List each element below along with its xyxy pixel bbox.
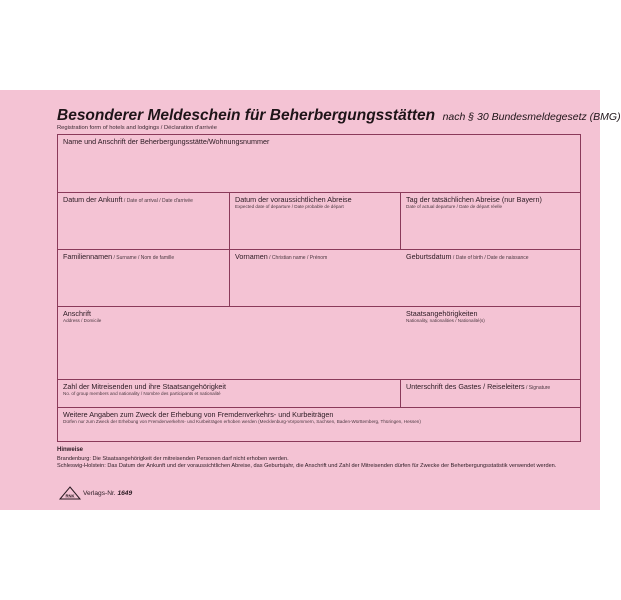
address-translation: Address / Domicile (63, 318, 102, 323)
publisher-label: Verlags-Nr. (83, 490, 116, 497)
note-brandenburg: Brandenburg: Die Staatsangehörigkeit der mitreisenden Personen darf nicht erhoben werden. (57, 456, 289, 462)
companions-field[interactable] (58, 380, 401, 408)
first-name-field[interactable] (230, 250, 401, 307)
publisher-number-value: 1649 (117, 490, 133, 497)
first-name-translation: / Christian name / Prénom (267, 255, 328, 261)
birth-date-label: Geburtsdatum (406, 252, 452, 261)
birth-date-translation: / Date of birth / Date de naissance (451, 255, 529, 261)
address-label: Anschrift (63, 309, 91, 318)
arrival-translation: / Date of arrival / Date d'arrivée (122, 198, 193, 204)
name-address-label: Name und Anschrift der Beherbergungsstätte/Wohnungsnummer (63, 137, 270, 146)
form-subtitle: Registration form of hotels and lodgings / Déclaration d'arrivée (57, 125, 217, 131)
address-field[interactable] (58, 307, 401, 380)
surname-field[interactable] (58, 250, 230, 307)
departure-label: Datum der voraussichtlichen Abreise (235, 195, 352, 204)
actual-departure-field[interactable] (401, 193, 580, 250)
birth-date-field[interactable] (401, 250, 580, 307)
registration-form (57, 134, 581, 442)
nationality-translation: Nationality, nationalities / Nationalité(s) (406, 318, 485, 323)
tourism-levy-field[interactable] (58, 408, 580, 441)
note-schleswig-holstein: Schleswig-Holstein: Das Datum der Ankunft und der voraussichtlichen Abreise, das Geburtsjahr, die Anschrift und Zahl der Mitreisenden dürfen für Zwecke der Beherbergungsstatistik verwendet werden. (57, 463, 557, 470)
surname-translation: / Surname / Nom de famille (112, 255, 175, 261)
publisher-number (83, 490, 132, 497)
companions-label: Zahl der Mitreisenden und ihre Staatsangehörigkeit (63, 382, 227, 391)
signature-field[interactable] (401, 380, 580, 408)
first-name-label: Vornamen (235, 252, 268, 261)
notes-section (57, 447, 587, 471)
tourism-translation: Dürfen nur zum Zweck der Erhebung von Fremdenverkehrs- und Kurbeiträgen erhoben werden (Mecklenburg-Vorpommern, Sachsen, Baden-Württemberg, Thüringen, Hessen) (63, 419, 421, 424)
companions-translation: No. of group members and nationality / Nombre des participants et nationalité (63, 391, 221, 396)
signature-translation: / Signature (524, 385, 551, 391)
name-address-field[interactable] (58, 135, 580, 193)
arrival-label: Datum der Ankunft (63, 195, 123, 204)
logo-text: RNK (65, 493, 75, 499)
actual-departure-translation: Date of actual departure / Date de départ réelle (406, 204, 503, 209)
form-title (57, 107, 621, 125)
actual-departure-label: Tag der tatsächlichen Abreise (nur Bayern) (406, 195, 542, 204)
arrival-date-field[interactable] (58, 193, 230, 250)
departure-translation: Expected date of departure / Date probable de départ (235, 204, 344, 209)
title-suffix: nach § 30 Bundesmeldegesetz (BMG) (442, 111, 621, 123)
nationality-label: Staatsangehörigkeiten (406, 309, 478, 318)
surname-label: Familiennamen (63, 252, 113, 261)
title-main: Besonderer Meldeschein für Beherbergungsstätten (57, 107, 436, 124)
notes-heading: Hinweise (57, 447, 84, 453)
publisher-logo-icon (59, 486, 81, 500)
tourism-label: Weitere Angaben zum Zweck der Erhebung von Fremdenverkehrs- und Kurbeiträgen (63, 410, 334, 419)
signature-label: Unterschrift des Gastes / Reiseleiters (406, 382, 525, 391)
departure-date-field[interactable] (230, 193, 401, 250)
nationality-field[interactable] (401, 307, 580, 380)
